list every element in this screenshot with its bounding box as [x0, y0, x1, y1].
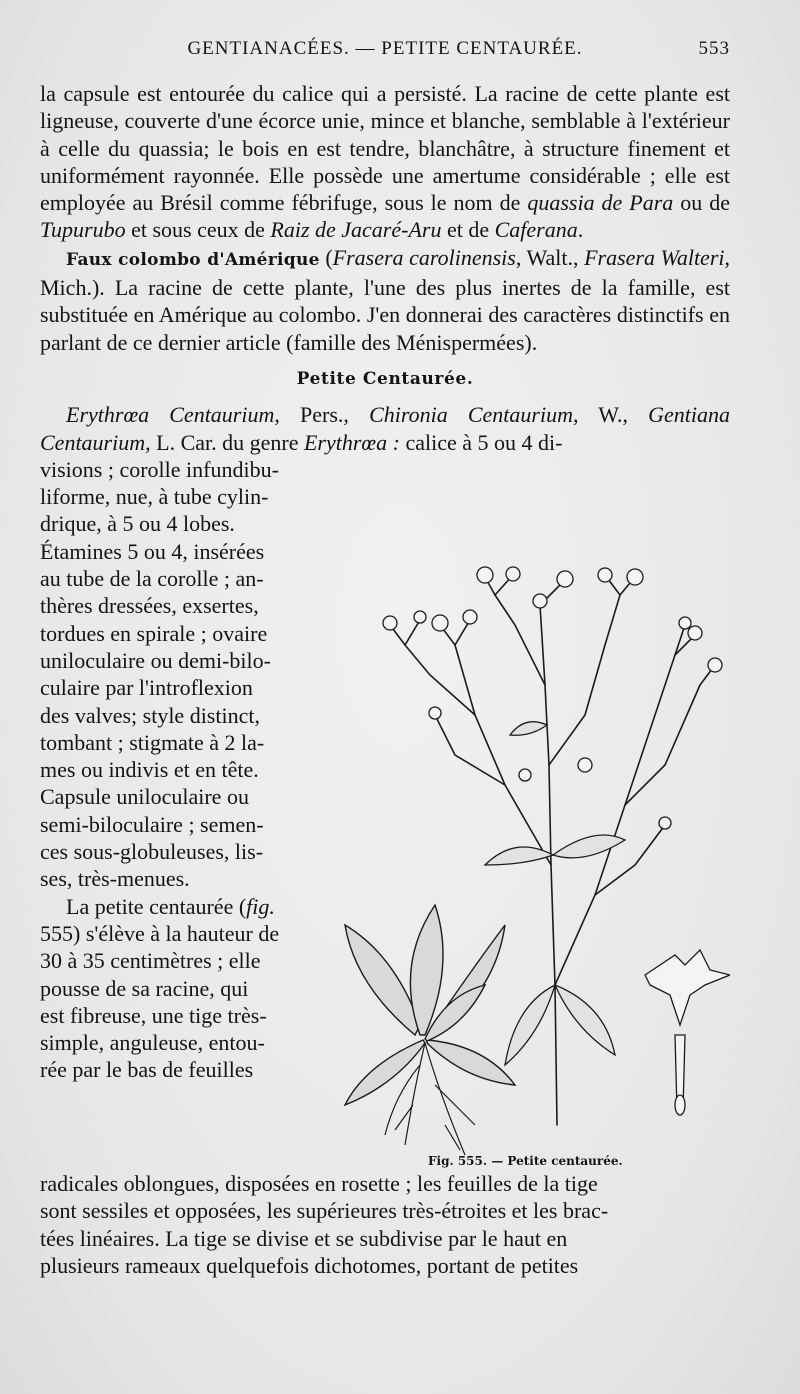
italic-term: Caferana: [494, 217, 578, 243]
paragraph-text: la capsule est entourée du calice qui a persisté. La racine de cette plante est ligneuse, couverte d'une écorce unie, mince et blanche, semblable à l'extérieur à celle du quassia; le bois en est tendre, blanchâtre, à structure finement et uniformément rayonnée. Elle possède une amertume considérable ; elle est employée au Brésil comme fébrifuge, sous le nom de: [40, 81, 730, 216]
text-fragment: , Walt.,: [515, 244, 585, 270]
text-fragment: calice à 5 ou 4 di-: [399, 429, 563, 455]
text-fragment: , L. Car. du genre: [145, 429, 304, 455]
text-line: 30 à 35 centimètres ; elle: [40, 948, 261, 974]
text-line: simple, anguleuse, entou-: [40, 1030, 265, 1056]
text-line: semi-biloculaire ; semen-: [40, 811, 264, 837]
paragraph-faux-colombo: [40, 244, 730, 356]
text-line: plusieurs rameaux quelquefois dichotomes, portant de petites: [40, 1252, 579, 1278]
text-line: thères dressées, exsertes,: [40, 593, 259, 619]
text-line: tordues en spirale ; ovaire: [40, 620, 268, 646]
running-head: [40, 38, 730, 68]
text-fragment: , Pers.,: [274, 402, 370, 428]
text-line: Étamines 5 ou 4, insérées: [40, 538, 265, 564]
text-line: rée par le bas de feuilles: [40, 1057, 254, 1083]
text-line: ses, très-menues.: [40, 866, 190, 892]
page-number: 553: [698, 38, 730, 59]
text-line: liforme, nue, à tube cylin-: [40, 484, 269, 510]
centaury-engraving: [335, 565, 730, 1165]
text-fragment: La petite centaurée (: [66, 893, 247, 919]
italic-term: fig.: [246, 893, 275, 919]
text-line: Capsule uniloculaire ou: [40, 784, 249, 810]
text-line: au tube de la corolle ; an-: [40, 566, 264, 592]
text-line: drique, à 5 ou 4 lobes.: [40, 511, 235, 537]
text-line: des valves; style distinct,: [40, 702, 260, 728]
text-line: tombant ; stigmate à 2 la-: [40, 729, 265, 755]
text-line: tées linéaires. La tige se divise et se subdivise par le haut en: [40, 1225, 568, 1251]
narrow-column: [40, 456, 325, 1084]
text-line: 555) s'élève à la hauteur de: [40, 920, 280, 946]
text-line: radicales oblongues, disposées en rosette ; les feuilles de la tige: [40, 1171, 598, 1196]
text-line: pousse de sa racine, qui: [40, 975, 249, 1001]
italic-term: Frasera carolinensis: [332, 244, 516, 270]
italic-term: Chironia Centaurium: [369, 402, 573, 428]
text-fragment: (: [319, 244, 333, 270]
text-fragment: .: [577, 217, 584, 243]
italic-term: Frasera Walteri: [584, 244, 725, 270]
text-line: [40, 893, 325, 920]
text-line: sont sessiles et opposées, les supérieures très-étroites et les brac-: [40, 1198, 609, 1224]
italic-term: quassia de Para: [527, 190, 674, 216]
plant-illustration: [335, 565, 730, 1165]
italic-term: Erythrœa Centaurium: [66, 402, 275, 428]
text-line: culaire par l'introflexion: [40, 675, 253, 701]
text-fragment: , W.,: [572, 402, 649, 428]
text-fragment: , Mich.). La racine de cette plante, l'une des plus inertes de la famille, est substituée en Amérique au colombo. J'en donnerai des caractères distinctifs en parlant de ce dernier article (famille des Ménispermées).: [40, 244, 730, 355]
paragraph-erythraea: [40, 401, 730, 456]
italic-term: Tupurubo: [40, 217, 126, 243]
italic-term: Raiz de Jacaré-Aru: [270, 217, 442, 243]
text-fragment: ou de: [673, 190, 731, 216]
text-fragment: et de: [441, 217, 495, 243]
closing-lines: [40, 1170, 730, 1279]
figure-caption: Fig. 555. — Petite centaurée.: [428, 1154, 623, 1168]
italic-term: Gentiana Centaurium: [40, 402, 730, 455]
text-line: uniloculaire ou demi-bilo-: [40, 647, 271, 673]
entry-heading: Faux colombo d'Amérique: [66, 249, 320, 270]
text-line: ces sous-globuleuses, lis-: [40, 839, 264, 865]
running-title: GENTIANACÉES. — PETITE CENTAURÉE.: [187, 38, 583, 59]
text-line: mes ou indivis et en tête.: [40, 757, 259, 783]
text-line: visions ; corolle infundibu-: [40, 456, 279, 482]
italic-term: Erythrœa :: [303, 429, 400, 455]
section-heading: Petite Centaurée.: [296, 368, 474, 389]
text-fragment: et sous ceux de: [125, 217, 271, 243]
paragraph-quassia: [40, 80, 730, 244]
text-line: est fibreuse, une tige très-: [40, 1002, 267, 1028]
